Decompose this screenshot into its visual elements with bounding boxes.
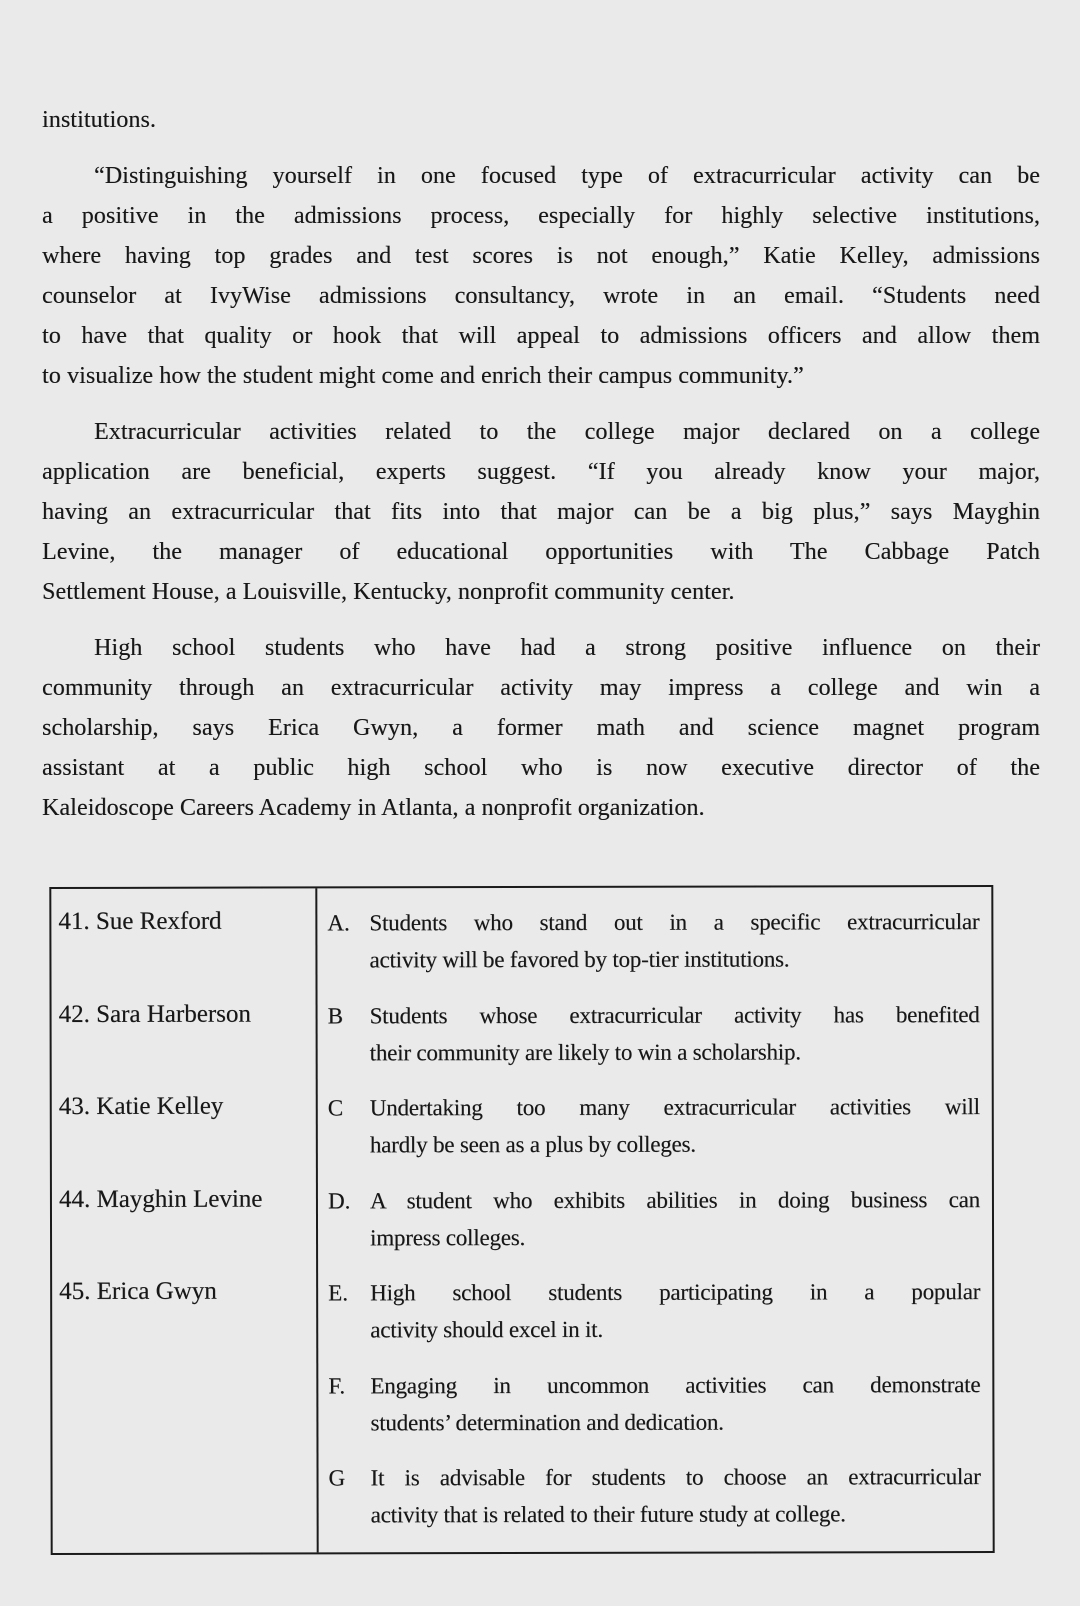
option-text [369,903,979,978]
option-letter: B [327,1002,343,1028]
text-line: to have that quality or hook that will appeal to admissions officers and allow them [42,323,1040,349]
text-line: activity will be favored by top-tier institutions. [369,946,790,973]
options-column [317,887,992,1552]
option-text [370,1273,980,1348]
option-text [370,1366,980,1441]
text-line: “Distinguishing yourself in one focused type of extracurricular activity can be [94,163,1040,189]
text-line: institutions. [42,107,156,133]
text-line: where having top grades and test scores is not enough,” Katie Kelley, admissions [42,243,1040,269]
text-line: scholarship, says Erica Gwyn, a former math and science magnet program [42,715,1040,741]
text-line: students’ determination and dedication. [370,1409,724,1435]
names-column [51,888,318,1552]
text-line: Students whose extracurricular activity has benefited [369,1001,980,1028]
option-row-b [328,996,980,1071]
option-row-g [329,1458,981,1533]
name-item-42: 42. Sara Harberson [58,1000,251,1028]
text-line: activity that is related to their future study at college. [370,1501,846,1528]
text-line: Engaging in uncommon activities can demonstrate [370,1371,981,1398]
text-line: community through an extracurricular activity may impress a college and win a [42,675,1040,701]
option-row-c [328,1088,980,1163]
name-item-41: 41. Sue Rexford [58,907,222,935]
text-line: Undertaking too many extracurricular activities will [369,1094,980,1121]
text-line: Settlement House, a Louisville, Kentucky, nonprofit community center. [42,579,735,605]
reading-passage [42,100,1040,828]
text-line: to visualize how the student might come and enrich their campus community.” [42,363,804,389]
option-text [371,1458,981,1533]
text-line: having an extracurricular that fits into that major can be a big plus,” says Mayghin [42,499,1040,525]
name-item-45: 45. Erica Gwyn [59,1277,217,1305]
option-row-e [328,1273,980,1348]
text-line: Extracurricular activities related to the college major declared on a college [94,419,1040,445]
text-line: impress colleges. [370,1224,526,1250]
name-item-43: 43. Katie Kelley [58,1092,224,1120]
text-line: Levine, the manager of educational opportunities with The Cabbage Patch [42,539,1040,565]
matching-table [49,885,994,1554]
text-line: High school students participating in a popular [370,1279,981,1306]
option-letter: D. [327,1187,351,1213]
option-letter: E. [328,1280,348,1306]
option-letter: A. [327,910,350,936]
text-line: counselor at IvyWise admissions consultancy, wrote in an email. “Students need [42,283,1040,309]
text-line: Kaleidoscope Careers Academy in Atlanta, a nonprofit organization. [42,795,705,821]
text-line: hardly be seen as a plus by colleges. [369,1131,696,1158]
text-line: a positive in the admissions process, especially for highly selective institutions, [42,203,1040,229]
name-item-44: 44. Mayghin Levine [58,1185,263,1213]
text-line: It is advisable for students to choose an extracurricular [370,1464,981,1491]
text-line: A student who exhibits abilities in doing business can [369,1186,980,1213]
text-line: High school students who have had a strong positive influence on their [94,635,1040,661]
text-line: assistant at a public high school who is now executive director of the [42,755,1040,781]
option-letter: F. [328,1372,346,1398]
option-text [370,996,980,1071]
option-row-f [328,1366,980,1441]
option-letter: C [327,1095,344,1121]
option-letter: G [328,1465,346,1491]
option-text [370,1181,980,1256]
text-line: activity should excel in it. [370,1316,603,1343]
text-line: their community are likely to win a scholarship. [369,1038,801,1065]
text-line: Students who stand out in a specific extracurricular [369,909,980,936]
option-text [370,1088,980,1163]
option-row-a [327,903,979,978]
text-line: application are beneficial, experts suggest. “If you already know your major, [42,459,1040,485]
option-row-d [328,1181,980,1256]
